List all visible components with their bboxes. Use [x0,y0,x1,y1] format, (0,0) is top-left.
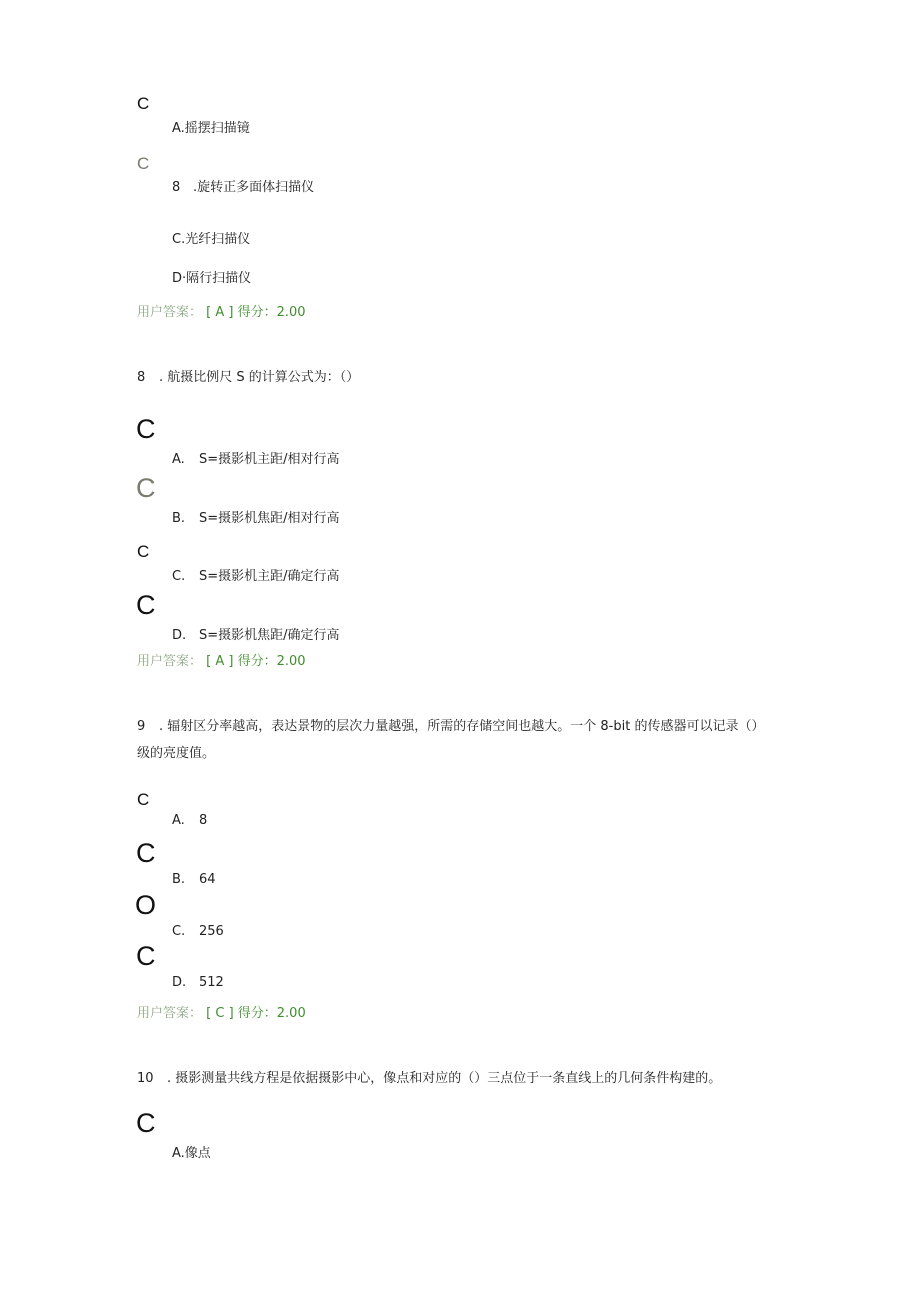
question-stem: . 摄影测量共线方程是依据摄影中心，像点和对应的（）三点位于一条直线上的几何条件构建的。 [167,1071,722,1086]
option-text: C.光纤扫描仪 [172,232,251,247]
option-label: B. [172,511,186,526]
option-text: S=摄影机焦距/相对行高 [199,511,340,526]
answer-label: 用户答案： [137,1006,203,1021]
option-label: D. [172,628,187,643]
question-number: 10 [137,1071,154,1086]
user-answer [137,301,306,320]
question-number: 8 [137,370,146,385]
option-number: 8 [172,180,181,195]
option-c [172,565,340,584]
option-label: B. [172,872,186,887]
option-label: A. [172,452,185,467]
answer-label: 用户答案： [137,654,203,669]
option-text: 8 [199,813,208,828]
radio-mark[interactable]: C [136,590,156,620]
option-d [172,975,224,990]
option-label: A. [172,813,185,828]
option-label: C. [172,569,186,584]
question-text-continued: 级的亮度值。 [137,746,216,761]
option-text [172,176,314,195]
answer-label: 用户答案： [137,305,203,320]
answer-value: [ C ] 得分：2.00 [206,1006,306,1021]
answer-value: [ A ] 得分：2.00 [206,654,306,669]
question-stem: . 航摄比例尺 S 的计算公式为：（） [159,370,360,385]
user-answer [137,1002,306,1021]
option-label: D. [172,975,187,990]
question-stem: . 辐射区分率越高，表达景物的层次力量越强，所需的存储空间也越大。一个 8-bit 的传感器可以记录（） [159,719,765,734]
radio-mark[interactable]: C [136,1108,156,1138]
option-b [172,872,216,887]
option-text: S=摄影机焦距/确定行高 [199,628,340,643]
question-number: 9 [137,719,146,734]
option-d [172,624,340,643]
option-c [172,924,224,939]
answer-value: [ A ] 得分：2.00 [206,305,306,320]
option-text: A.像点 [172,1146,211,1161]
option-text: D·隔行扫描仪 [172,271,252,286]
radio-mark[interactable]: C [137,154,150,173]
radio-mark[interactable]: C [137,94,150,113]
question-text [137,366,359,385]
option-text: 256 [199,924,224,939]
radio-mark[interactable]: C [136,473,156,503]
option-label: .旋转正多面体扫描仪 [193,180,315,195]
question-text [137,715,764,734]
radio-mark[interactable]: C [136,838,156,868]
radio-mark-selected[interactable]: O [135,890,157,920]
radio-mark[interactable]: C [136,941,156,971]
option-text: S=摄影机主距/相对行高 [199,452,340,467]
question-text [137,1067,721,1086]
option-text: A.摇摆扫描镜 [172,121,250,136]
user-answer [137,650,306,669]
option-a [172,448,340,467]
option-text: 64 [199,872,216,887]
option-text: S=摄影机主距/确定行高 [199,569,340,584]
option-b [172,507,340,526]
option-text: 512 [199,975,224,990]
radio-mark[interactable]: C [137,542,150,561]
option-label: C. [172,924,186,939]
radio-mark[interactable]: C [136,414,156,444]
radio-mark[interactable]: C [137,790,150,809]
option-a [172,813,207,828]
